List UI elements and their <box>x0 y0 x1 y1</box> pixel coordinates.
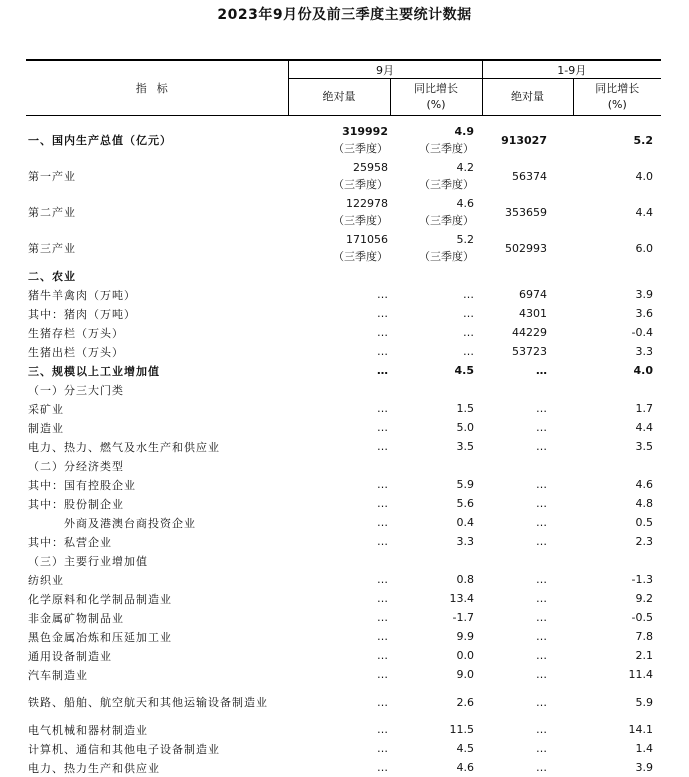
sep-absolute-cell: … <box>288 758 390 777</box>
row-label: 一、国内生产总值（亿元） <box>26 116 288 159</box>
table-row <box>26 589 661 608</box>
sep-absolute-cell: … <box>288 720 390 739</box>
sep-absolute-cell: 319992 （三季度） <box>288 116 390 159</box>
sep-absolute-cell: … <box>288 532 390 551</box>
table-row <box>26 570 661 589</box>
jan-sep-growth-cell: 4.4 <box>573 194 661 230</box>
row-label: 黑色金属冶炼和压延加工业 <box>26 627 288 646</box>
table-row <box>26 551 661 570</box>
table-row <box>26 608 661 627</box>
row-label: 外商及港澳台商投资企业 <box>26 513 288 532</box>
sep-absolute-cell <box>288 551 390 570</box>
row-label: 制造业 <box>26 418 288 437</box>
jan-sep-absolute-cell <box>482 551 573 570</box>
jan-sep-absolute-cell: … <box>482 361 573 380</box>
jan-sep-absolute-cell: … <box>482 475 573 494</box>
jan-sep-absolute-cell <box>482 456 573 475</box>
jan-sep-absolute-cell: … <box>482 684 573 720</box>
table-row <box>26 342 661 361</box>
sep-growth-cell: … <box>390 323 482 342</box>
jan-sep-absolute-cell: … <box>482 589 573 608</box>
sep-growth-cell: 13.4 <box>390 589 482 608</box>
sep-absolute-cell: … <box>288 739 390 758</box>
sep-absolute-cell: … <box>288 304 390 323</box>
sep-growth-cell: … <box>390 342 482 361</box>
row-label: 计算机、通信和其他电子设备制造业 <box>26 739 288 758</box>
jan-sep-growth-cell: 9.2 <box>573 589 661 608</box>
table-row <box>26 194 661 230</box>
table-row <box>26 158 661 194</box>
sep-growth-cell: 0.0 <box>390 646 482 665</box>
sep-growth-cell: -1.7 <box>390 608 482 627</box>
row-label: 汽车制造业 <box>26 665 288 684</box>
row-label: 其中：国有控股企业 <box>26 475 288 494</box>
sep-growth-cell <box>390 551 482 570</box>
jan-sep-absolute-cell: … <box>482 758 573 777</box>
jan-sep-absolute-cell: 53723 <box>482 342 573 361</box>
jan-sep-absolute-cell: … <box>482 608 573 627</box>
sep-growth-cell: … <box>390 285 482 304</box>
table-row <box>26 684 661 720</box>
row-label: 通用设备制造业 <box>26 646 288 665</box>
table-body <box>26 116 661 777</box>
page-title: 2023年9月份及前三季度主要统计数据 <box>0 4 689 24</box>
jan-sep-absolute-cell: 353659 <box>482 194 573 230</box>
jan-sep-growth-cell: 4.0 <box>573 361 661 380</box>
jan-sep-absolute-cell: … <box>482 494 573 513</box>
row-label: 生猪出栏（万头） <box>26 342 288 361</box>
jan-sep-absolute-cell <box>482 380 573 399</box>
sep-absolute-cell: … <box>288 285 390 304</box>
jan-sep-growth-cell: 5.2 <box>573 116 661 159</box>
jan-sep-growth-cell: 14.1 <box>573 720 661 739</box>
jan-sep-absolute-cell: … <box>482 532 573 551</box>
row-label: 生猪存栏（万头） <box>26 323 288 342</box>
sep-growth-cell: 5.2 （三季度） <box>390 230 482 266</box>
sep-absolute-cell: 25958 （三季度） <box>288 158 390 194</box>
sep-absolute-cell: … <box>288 608 390 627</box>
jan-sep-growth-cell: 3.5 <box>573 437 661 456</box>
jan-sep-absolute-cell: … <box>482 665 573 684</box>
jan-sep-absolute-cell: … <box>482 646 573 665</box>
jan-sep-absolute-cell: 6974 <box>482 285 573 304</box>
sep-growth-cell: 2.6 <box>390 684 482 720</box>
jan-sep-growth-cell: 4.8 <box>573 494 661 513</box>
jan-sep-absolute-cell: … <box>482 570 573 589</box>
row-label: 电力、热力生产和供应业 <box>26 758 288 777</box>
row-label: （二）分经济类型 <box>26 456 288 475</box>
jan-sep-growth-cell: 2.3 <box>573 532 661 551</box>
sep-absolute-cell: … <box>288 513 390 532</box>
jan-sep-growth-cell: 4.4 <box>573 418 661 437</box>
sep-growth-cell: 11.5 <box>390 720 482 739</box>
row-label: 三、规模以上工业增加值 <box>26 361 288 380</box>
sep-absolute-cell: … <box>288 437 390 456</box>
jan-sep-absolute-cell: 4301 <box>482 304 573 323</box>
statistics-table <box>26 59 661 777</box>
table-row <box>26 646 661 665</box>
sep-growth-cell: 4.6 <box>390 758 482 777</box>
sep-absolute-cell: … <box>288 342 390 361</box>
sep-growth-header: 同比增长 (%) <box>390 79 482 116</box>
sep-growth-cell: 4.6 （三季度） <box>390 194 482 230</box>
sep-absolute-cell: … <box>288 570 390 589</box>
jan-sep-growth-cell: -0.5 <box>573 608 661 627</box>
sep-growth-cell: 5.0 <box>390 418 482 437</box>
jan-sep-growth-cell: 3.6 <box>573 304 661 323</box>
row-label: 非金属矿物制品业 <box>26 608 288 627</box>
jan-sep-absolute-cell: … <box>482 437 573 456</box>
jan-sep-growth-cell: -1.3 <box>573 570 661 589</box>
table-row <box>26 116 661 159</box>
table-row <box>26 418 661 437</box>
jan-sep-absolute-cell <box>482 266 573 285</box>
row-label: 二、农业 <box>26 266 288 285</box>
sep-growth-cell: 5.9 <box>390 475 482 494</box>
row-label: 第三产业 <box>26 230 288 266</box>
indicator-header: 指标 <box>26 60 288 116</box>
row-label: 第二产业 <box>26 194 288 230</box>
jan-sep-growth-header: 同比增长 (%) <box>573 79 661 116</box>
sep-absolute-cell: … <box>288 684 390 720</box>
sep-growth-cell: 5.6 <box>390 494 482 513</box>
row-label: 其中：股份制企业 <box>26 494 288 513</box>
sep-growth-cell: 3.3 <box>390 532 482 551</box>
jan-sep-absolute-cell: … <box>482 513 573 532</box>
table-row <box>26 739 661 758</box>
jan-sep-growth-cell: 3.3 <box>573 342 661 361</box>
row-label: 铁路、船舶、航空航天和其他运输设备制造业 <box>26 684 288 720</box>
jan-sep-absolute-header: 绝对量 <box>482 79 573 116</box>
sep-absolute-cell: … <box>288 627 390 646</box>
sep-absolute-cell <box>288 266 390 285</box>
jan-sep-growth-cell: 3.9 <box>573 285 661 304</box>
sep-absolute-header: 绝对量 <box>288 79 390 116</box>
jan-sep-growth-cell: 2.1 <box>573 646 661 665</box>
table-row <box>26 323 661 342</box>
table-row <box>26 380 661 399</box>
sep-absolute-cell: 122978 （三季度） <box>288 194 390 230</box>
sep-growth-cell: 0.8 <box>390 570 482 589</box>
sep-growth-cell <box>390 380 482 399</box>
table-row <box>26 513 661 532</box>
table-row <box>26 304 661 323</box>
jan-sep-growth-cell <box>573 456 661 475</box>
table-row <box>26 399 661 418</box>
jan-sep-growth-cell: 1.7 <box>573 399 661 418</box>
table-row <box>26 266 661 285</box>
jan-sep-absolute-cell: … <box>482 418 573 437</box>
sep-growth-cell: 4.5 <box>390 361 482 380</box>
row-label: 其中：猪肉（万吨） <box>26 304 288 323</box>
jan-sep-growth-cell: 7.8 <box>573 627 661 646</box>
jan-sep-growth-cell: -0.4 <box>573 323 661 342</box>
row-label: 其中：私营企业 <box>26 532 288 551</box>
sep-absolute-cell: … <box>288 399 390 418</box>
table-row <box>26 665 661 684</box>
table-row <box>26 758 661 777</box>
table-row <box>26 230 661 266</box>
sep-absolute-cell: … <box>288 323 390 342</box>
sep-growth-cell <box>390 266 482 285</box>
row-label: 纺织业 <box>26 570 288 589</box>
table-row <box>26 475 661 494</box>
jan-sep-absolute-cell: 913027 <box>482 116 573 159</box>
table-row <box>26 720 661 739</box>
row-label: 猪牛羊禽肉（万吨） <box>26 285 288 304</box>
jan-sep-absolute-cell: … <box>482 627 573 646</box>
sep-growth-cell: 9.9 <box>390 627 482 646</box>
sep-absolute-cell: … <box>288 361 390 380</box>
sep-absolute-cell: … <box>288 475 390 494</box>
sep-absolute-cell <box>288 456 390 475</box>
jan-sep-growth-cell: 5.9 <box>573 684 661 720</box>
row-label: 电气机械和器材制造业 <box>26 720 288 739</box>
jan-sep-growth-cell: 4.0 <box>573 158 661 194</box>
jan-sep-growth-cell: 0.5 <box>573 513 661 532</box>
row-label: （一）分三大门类 <box>26 380 288 399</box>
sep-absolute-cell: … <box>288 494 390 513</box>
jan-sep-growth-cell: 11.4 <box>573 665 661 684</box>
sep-absolute-cell: … <box>288 418 390 437</box>
table-row <box>26 532 661 551</box>
row-label: 采矿业 <box>26 399 288 418</box>
table-row <box>26 437 661 456</box>
sep-absolute-cell: 171056 （三季度） <box>288 230 390 266</box>
jan-sep-absolute-cell: … <box>482 399 573 418</box>
row-label: （三）主要行业增加值 <box>26 551 288 570</box>
sep-growth-cell: 9.0 <box>390 665 482 684</box>
sep-growth-cell: 4.9 （三季度） <box>390 116 482 159</box>
table-row <box>26 627 661 646</box>
jan-sep-growth-cell <box>573 266 661 285</box>
jan-sep-header: 1-9月 <box>482 60 661 79</box>
sep-growth-cell: 1.5 <box>390 399 482 418</box>
table-row <box>26 456 661 475</box>
sep-growth-cell: 4.5 <box>390 739 482 758</box>
september-header: 9月 <box>288 60 482 79</box>
sep-growth-cell <box>390 456 482 475</box>
row-label: 电力、热力、燃气及水生产和供应业 <box>26 437 288 456</box>
table-row <box>26 494 661 513</box>
row-label: 第一产业 <box>26 158 288 194</box>
jan-sep-absolute-cell: 44229 <box>482 323 573 342</box>
sep-growth-cell: 0.4 <box>390 513 482 532</box>
sep-absolute-cell: … <box>288 589 390 608</box>
sep-absolute-cell: … <box>288 646 390 665</box>
jan-sep-growth-cell: 4.6 <box>573 475 661 494</box>
jan-sep-growth-cell: 3.9 <box>573 758 661 777</box>
table-row <box>26 361 661 380</box>
jan-sep-absolute-cell: 56374 <box>482 158 573 194</box>
jan-sep-absolute-cell: … <box>482 739 573 758</box>
table-row <box>26 285 661 304</box>
sep-growth-cell: … <box>390 304 482 323</box>
row-label: 化学原料和化学制品制造业 <box>26 589 288 608</box>
jan-sep-growth-cell: 1.4 <box>573 739 661 758</box>
jan-sep-absolute-cell: 502993 <box>482 230 573 266</box>
jan-sep-growth-cell <box>573 551 661 570</box>
jan-sep-growth-cell <box>573 380 661 399</box>
sep-growth-cell: 4.2 （三季度） <box>390 158 482 194</box>
sep-absolute-cell: … <box>288 665 390 684</box>
sep-absolute-cell <box>288 380 390 399</box>
jan-sep-growth-cell: 6.0 <box>573 230 661 266</box>
sep-growth-cell: 3.5 <box>390 437 482 456</box>
jan-sep-absolute-cell: … <box>482 720 573 739</box>
